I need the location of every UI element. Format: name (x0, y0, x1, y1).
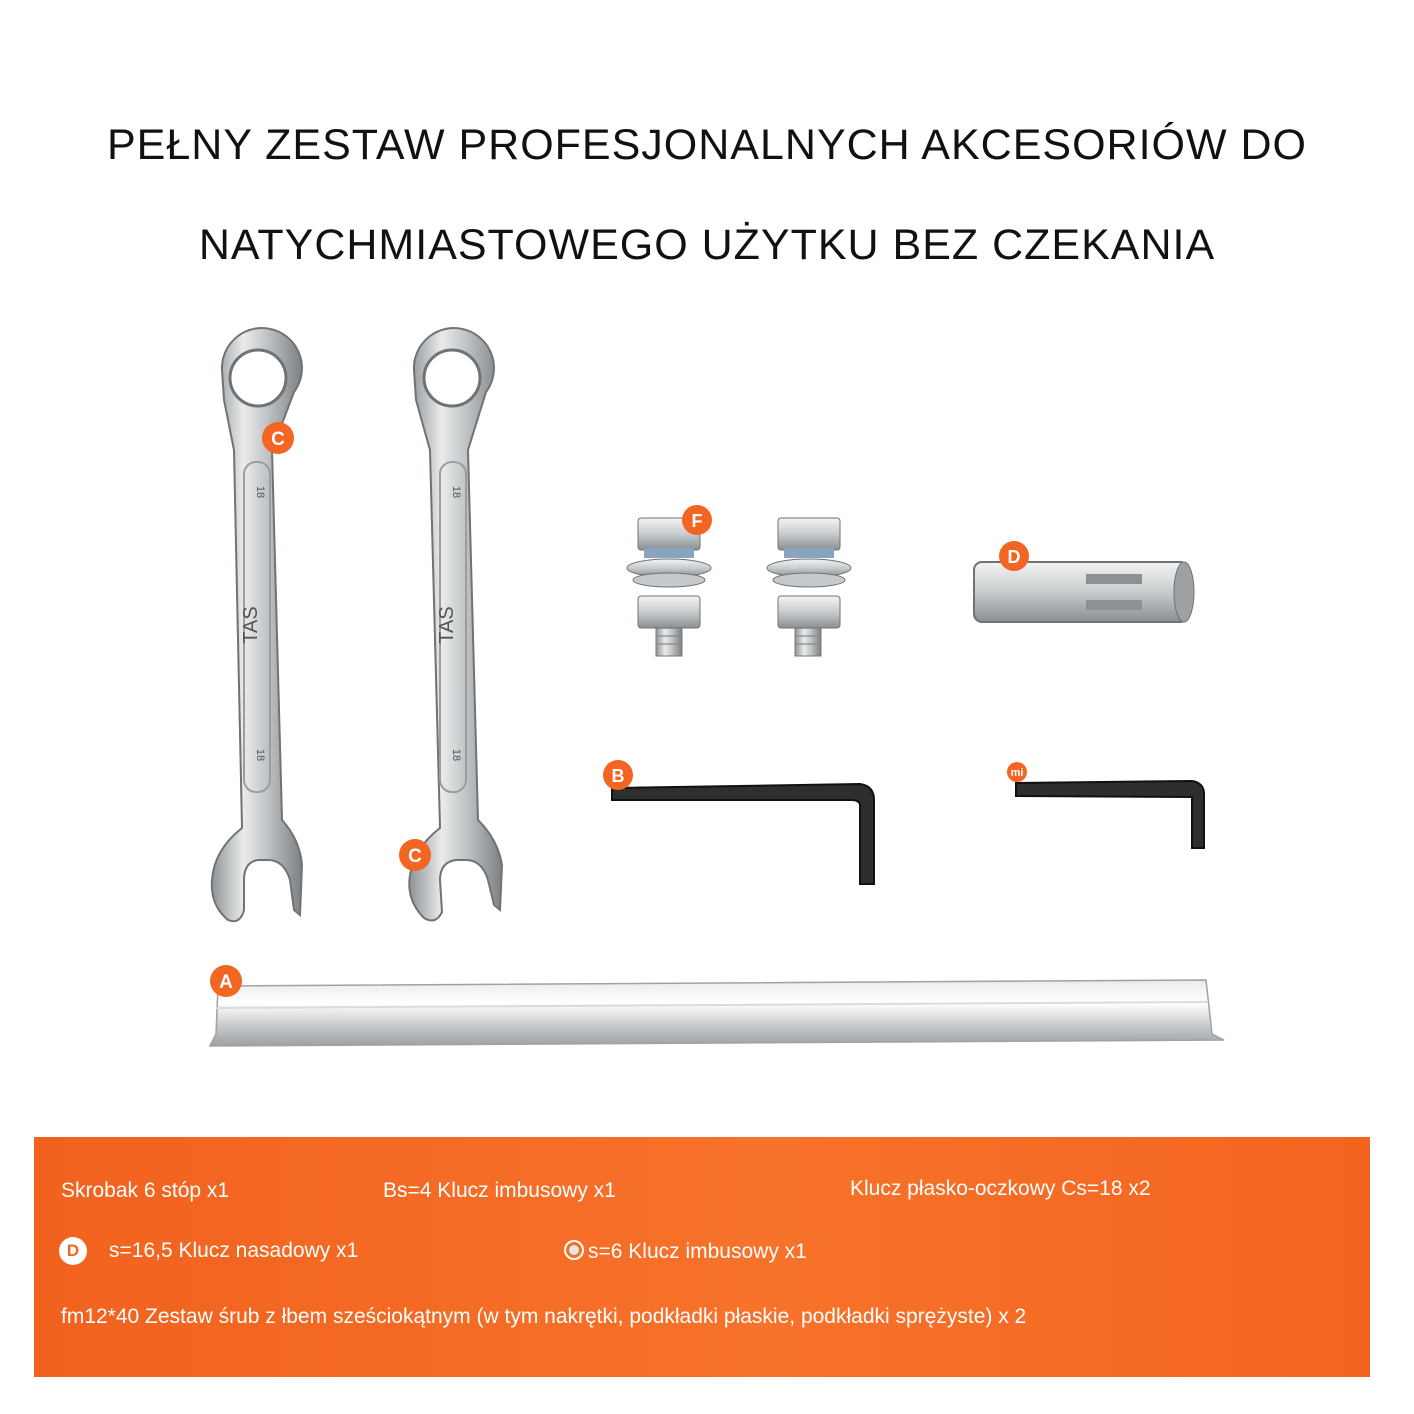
svg-text:mi: mi (1010, 767, 1024, 779)
marker-a (210, 965, 242, 997)
title-line-2: NATYCHMIASTOWEGO UŻYTKU BEZ CZEKANIA (198, 221, 1216, 269)
legend-item-wrench-c: Klucz płasko-oczkowy Cs=18 x2 (850, 1177, 1151, 1200)
legend-item-bolt-set-f: fm12*40 Zestaw śrub z łbem sześciokątnym (w tym nakrętki, podkładki płaskie, podkładki sprężyste) x 2 (61, 1305, 1027, 1328)
wrench-right (409, 328, 502, 920)
svg-text:F: F (691, 511, 703, 531)
wrench-left-size-bottom: 18 (254, 748, 266, 762)
marker-c-bottom (399, 839, 431, 871)
bolt-set-1 (627, 518, 711, 656)
wrench-left-size-top: 18 (254, 485, 266, 499)
legend-item-socket-d (59, 1237, 358, 1265)
legend-item-hex-key-small-label: s=6 Klucz imbusowy x1 (588, 1240, 807, 1263)
badge-d: D (59, 1237, 87, 1265)
svg-text:C: C (271, 429, 285, 450)
wrench-right-size-bottom: 18 (450, 748, 462, 762)
title-line-1: PEŁNY ZESTAW PROFESJONALNYCH AKCESORIÓW DO (106, 121, 1308, 169)
wrench-left (212, 328, 302, 921)
wrench-left-brand: TAS (240, 606, 262, 644)
wrench-right-brand: TAS (436, 606, 458, 644)
marker-c-top (262, 422, 294, 454)
legend-item-hex-key-small (564, 1238, 807, 1266)
marker-d (999, 541, 1029, 571)
marker-mi (1007, 762, 1027, 782)
svg-text:D: D (1007, 547, 1021, 567)
hex-key-large (612, 784, 874, 884)
legend-item-hex-key-b: Bs=4 Klucz imbusowy x1 (383, 1179, 616, 1202)
legend-panel (34, 1137, 1370, 1377)
marker-b (603, 760, 633, 790)
svg-text:B: B (611, 766, 625, 786)
marker-f (682, 505, 712, 535)
svg-text:A: A (219, 972, 233, 993)
scraper-rail (210, 980, 1224, 1046)
socket-wrench (974, 562, 1194, 622)
legend-item-scraper: Skrobak 6 stóp x1 (61, 1179, 230, 1202)
legend-item-socket-d-label: s=16,5 Klucz nasadowy x1 (109, 1239, 359, 1262)
hex-key-small (1016, 781, 1204, 848)
bolt-set-2 (767, 518, 851, 656)
svg-text:C: C (408, 846, 422, 867)
wrench-right-size-top: 18 (450, 485, 462, 499)
radio-icon (564, 1240, 584, 1260)
